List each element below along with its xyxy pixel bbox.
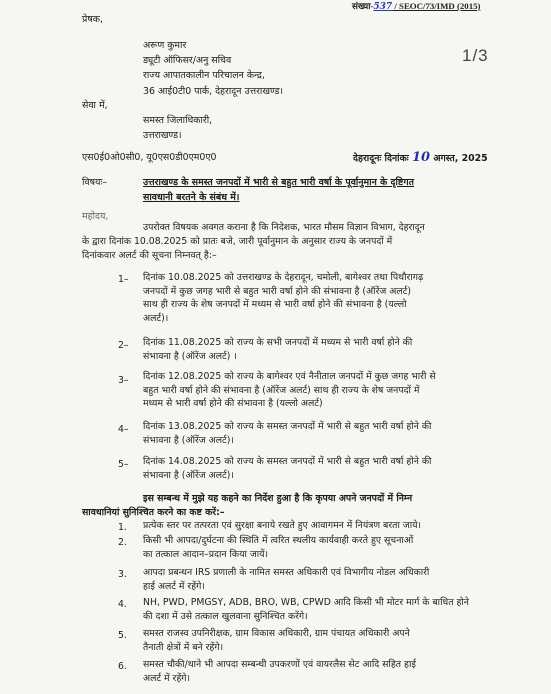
forecast-item <box>143 455 431 482</box>
recipient-label: सेवा में, <box>82 100 108 111</box>
sender-address: 36 आई0टी0 पार्क, देहरादून उत्तराखण्ड। <box>143 86 284 97</box>
precaution-number: 4. <box>118 599 127 610</box>
precaution-item <box>143 519 421 533</box>
precaution-line: आपदा प्रबन्धन IRS प्रणाली के नामित समस्त अधिकारी एवं विभागीय नोडल अधिकारी <box>143 567 430 578</box>
precaution-item <box>143 596 469 623</box>
forecast-line: संभावना है (ऑरेंज अलर्ट)। <box>143 434 234 446</box>
forecast-line: बहुत भारी वर्षा होने की संभावना है (ऑरेंज अलर्ट) साथ ही राज्य के शेष जनपदों में <box>143 384 420 396</box>
letter-date <box>353 152 488 165</box>
intro-paragraph-cont <box>82 235 392 262</box>
reference-number <box>352 0 480 12</box>
forecast-number: 5– <box>118 459 129 470</box>
precaution-line: का तत्काल आदान–प्रदान किया जायें। <box>143 548 269 560</box>
forecast-line: संभावना है (ऑरेंज अलर्ट) । <box>143 350 237 362</box>
forecast-number: 3– <box>118 375 129 386</box>
precaution-line: NH, PWD, PMGSY, ADB, BRO, WB, CPWD आदि किसी भी मोटर मार्ग के बाधित होने <box>143 597 469 608</box>
sender-designation: ड्यूटी ऑफिसर/अनु सचिव <box>143 55 232 66</box>
recipient-state: उत्तराखण्ड। <box>143 130 182 141</box>
precaution-number: 6. <box>118 661 127 672</box>
page-counter: 1/3 <box>462 46 489 65</box>
intro-paragraph <box>143 221 425 235</box>
forecast-number: 4– <box>118 424 129 435</box>
directive-line: इस सम्बन्ध में मुझे यह कहने का निर्देश हुआ है कि कृपया अपने जनपदों में निम्न <box>143 493 413 504</box>
forecast-line: अलर्ट)। <box>143 312 169 324</box>
sender-label: प्रेषक, <box>82 14 103 25</box>
ref-suffix: / SEOC/73/IMD (2015) <box>392 1 481 11</box>
date-prefix: देहरादूनः दिनांकः <box>353 153 409 164</box>
directive-paragraph-cont <box>82 506 224 520</box>
sender-office: राज्य आपातकालीन परिचालन केन्द्र, <box>143 70 265 81</box>
directive-paragraph <box>143 492 412 506</box>
forecast-line: दिनांक 14.08.2025 को राज्य के समस्त जनपदों में भारी से बहुत भारी वर्षा होने की <box>143 456 432 467</box>
forecast-line: साथ ही राज्य के शेष जनपदों में मध्यम से भारी वर्षा होने की संभावना है (यल्लो <box>143 299 407 311</box>
forecast-line: दिनांक 12.08.2025 को राज्य के बागेश्वर एवं नैनीताल जनपदों में कुछ जगह भारी से <box>143 371 436 382</box>
recipient-name: समस्त जिलाधिकारी, <box>143 115 213 126</box>
precaution-number: 1. <box>118 522 127 533</box>
forecast-number: 2– <box>118 340 129 351</box>
forecast-line: संभावना है (ऑरेंज अलर्ट)। <box>143 469 234 481</box>
forecast-line: दिनांक 11.08.2025 को राज्य के सभी जनपदों में मध्यम से भारी वर्षा होने की <box>143 337 413 348</box>
precaution-item <box>143 658 416 685</box>
forecast-item <box>143 271 423 325</box>
precaution-line: समस्त राजस्व उपनिरीक्षक, ग्राम विकास अधिकारी, ग्राम पंचायत अधिकारी अपने <box>143 628 410 639</box>
intro-line: के द्वारा दिनांक 10.08.2025 को प्रातः बजे, जारी पूर्वानुमान के अनुसार राज्य के जनपदों में <box>82 236 393 247</box>
forecast-line: जनपदों में कुछ जगह भारी से बहुत भारी वर्षा होने की संभावना है (ऑरेंज अलर्ट) <box>143 285 411 297</box>
sender-name: अरूण कुमार <box>143 40 187 51</box>
precaution-line: तैनाती क्षेत्रों में बने रहेंगे। <box>143 641 224 653</box>
forecast-item <box>143 420 431 447</box>
precaution-line: की दशा में उसे तत्काल खुलवाना सुनिश्चित करेंगे। <box>143 610 308 622</box>
forecast-line: दिनांक 13.08.2025 को राज्य के समस्त जनपदों में भारी से बहुत भारी वर्षा होने की <box>143 421 432 432</box>
forecast-item <box>143 370 436 411</box>
precaution-line: अलर्ट में रहेंगे। <box>143 672 191 684</box>
subject-label: विषयः– <box>82 177 108 188</box>
date-rest: अगस्त, 2025 <box>433 153 488 164</box>
precaution-item <box>143 627 410 654</box>
intro-line: दिनांकवार अलर्ट की सूचना निम्नवत् है:– <box>82 249 217 261</box>
forecast-number: 1– <box>118 274 129 285</box>
date-handwritten-day: 10 <box>411 150 431 165</box>
forecast-line: मध्यम से भारी वर्षा होने की संभावना है (यल्लो अलर्ट) <box>143 398 323 410</box>
salutation: महोदय, <box>82 211 109 222</box>
precaution-line: हाई अलर्ट में रहेंगे। <box>143 580 205 592</box>
directive-line: सावधानियां सुनिश्चित करने का कष्ट करें:– <box>82 507 225 518</box>
subject-line-2: सावधानी बरतने के संबंध में। <box>143 192 240 203</box>
precaution-item <box>143 534 413 561</box>
intro-line: उपरोक्त विषयक अवगत कराना है कि निदेशक, भारत मौसम विज्ञान विभाग, देहरादून <box>143 222 425 233</box>
ref-prefix: संख्या- <box>352 1 374 11</box>
precaution-number: 2. <box>118 537 127 548</box>
precaution-line: किसी भी आपदा/दुर्घटना की स्थिति में त्वरित स्थलीय कार्यवाही करते हुए सूचनाओं <box>143 535 414 546</box>
precaution-number: 5. <box>118 630 127 641</box>
precaution-item <box>143 566 429 593</box>
precaution-line: प्रत्येक स्तर पर तत्परता एवं सुरक्षा बनाये रखते हुए आवागमन में नियंत्रण बरता जाये। <box>143 520 422 531</box>
department-line: एस0ई0ओ0सी0, यू0एस0डी0एम0ए0 <box>82 152 217 163</box>
precaution-number: 3. <box>118 569 127 580</box>
subject-line-1: उत्तराखण्ड के समस्त जनपदों में भारी से बहुत भारी वर्षा के पूर्वानुमान के दृष्टिगत <box>143 177 415 188</box>
precaution-line: समस्त चौकी/थाने भी आपदा सम्बन्धी उपकरणों एवं वायरलैस सेट आदि सहित हाई <box>143 659 416 670</box>
ref-handwritten-number: 537 <box>373 2 393 12</box>
forecast-line: दिनांक 10.08.2025 को उत्तराखण्ड के देहरादून, चमोली, बागेश्वर तथा पिथौरागढ़ <box>143 272 424 283</box>
forecast-item <box>143 336 412 363</box>
